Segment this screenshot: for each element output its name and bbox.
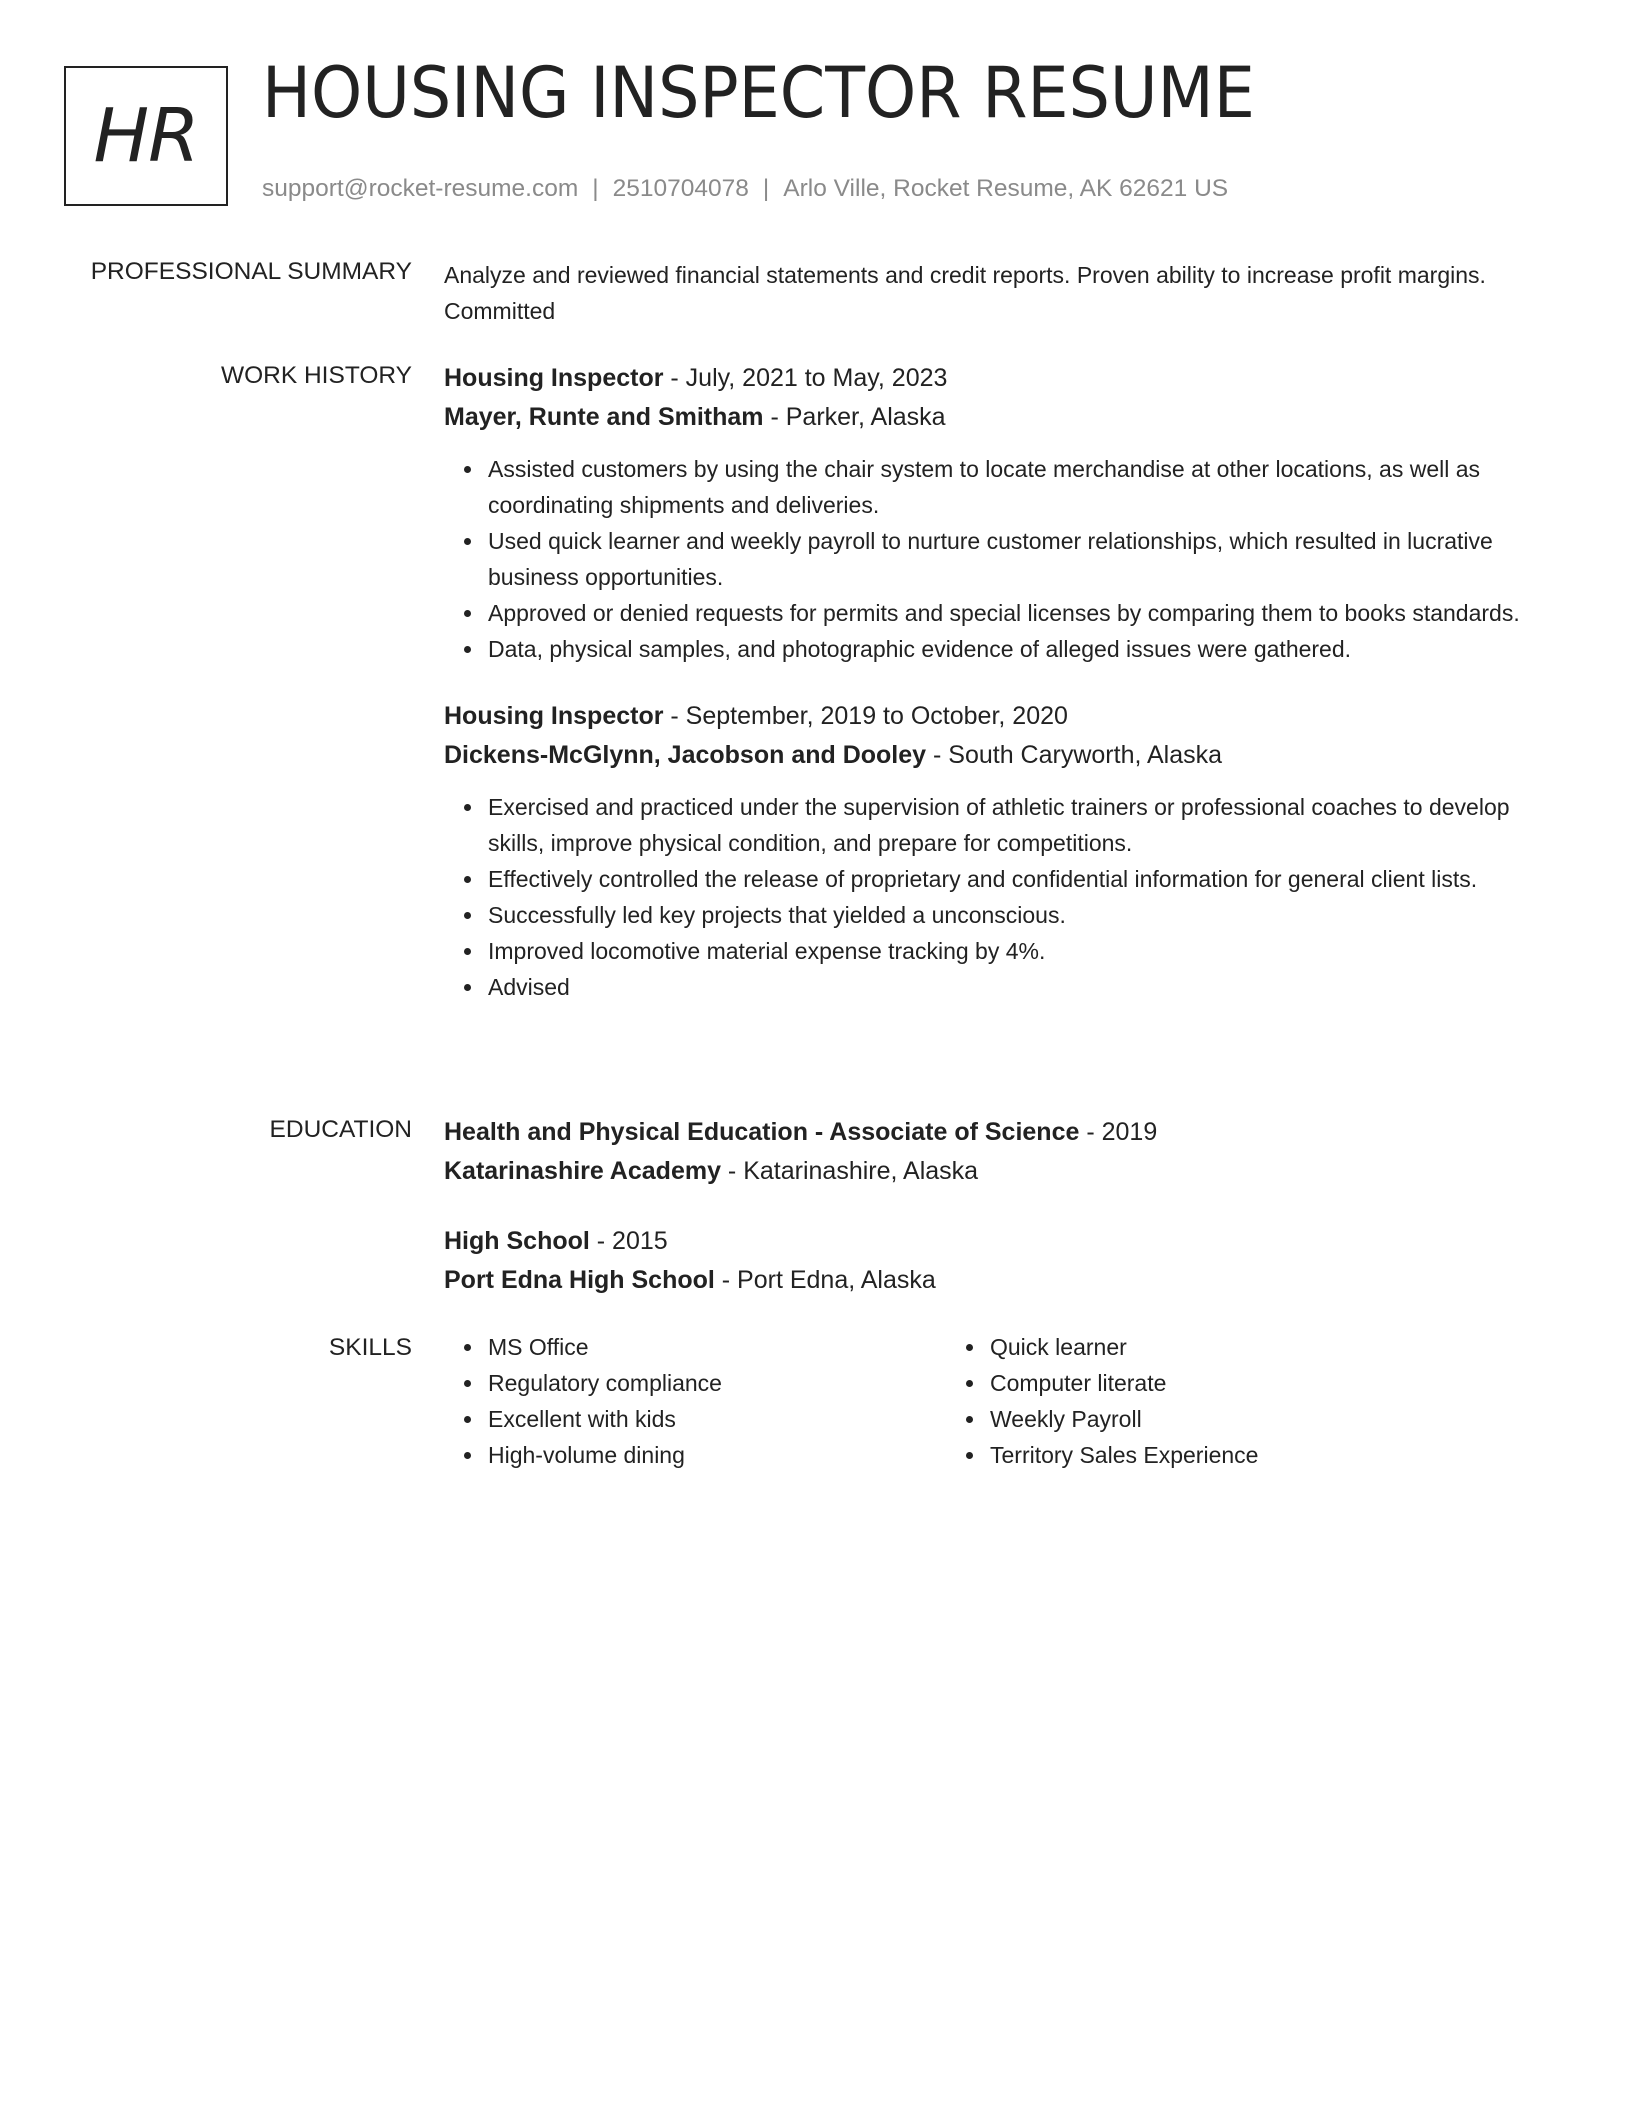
list-item: Approved or denied requests for permits and special licenses by comparing them to books standards. [488, 595, 1544, 631]
education-school: Katarinashire Academy [444, 1157, 721, 1185]
list-item: Used quick learner and weekly payroll to nurture customer relationships, which resulted in lucrative business opportunities. [488, 523, 1544, 595]
section-label-work-history: WORK HISTORY [220, 362, 412, 389]
job-company: Mayer, Runte and Smitham [444, 403, 764, 431]
job-title-line [444, 359, 1544, 398]
job-bullets [444, 789, 1544, 1005]
education-year: - 2015 [589, 1227, 668, 1255]
job-bullets [444, 451, 1544, 667]
contact-line [262, 175, 1228, 203]
list-item: Improved locomotive material expense tracking by 4%. [488, 933, 1544, 969]
skills-list-right [946, 1329, 1448, 1473]
monogram-box [64, 66, 228, 206]
work-history-section [444, 359, 1544, 1005]
contact-phone[interactable]: 2510704078 [612, 175, 749, 202]
contact-separator: | [762, 175, 770, 202]
education-entry [444, 1113, 1544, 1191]
summary-section [444, 257, 1504, 329]
education-location: - Katarinashire, Alaska [720, 1157, 979, 1185]
summary-text: Analyze and reviewed financial statements and credit reports. Proven ability to increase profit margins. Committed [444, 262, 1486, 324]
job-entry [444, 359, 1544, 667]
job-title-line [444, 697, 1544, 736]
list-item: Exercised and practiced under the supervision of athletic trainers or professional coaches to develop skills, improve physical condition, and prepare for competitions. [488, 789, 1544, 861]
job-company-line [444, 398, 1544, 437]
skill-item: Territory Sales Experience [990, 1437, 1448, 1473]
job-location: - Parker, Alaska [763, 403, 946, 431]
education-entry [444, 1222, 1544, 1300]
skill-item: Regulatory compliance [488, 1365, 946, 1401]
skill-item: Excellent with kids [488, 1401, 946, 1437]
section-label-education: EDUCATION [269, 1116, 412, 1143]
education-section [444, 1113, 1544, 1300]
section-label-summary: PROFESSIONAL SUMMARY [90, 258, 412, 285]
job-entry [444, 697, 1544, 1005]
education-location: - Port Edna, Alaska [714, 1266, 936, 1294]
list-item: Advised [488, 969, 1544, 1005]
list-item: Assisted customers by using the chair system to locate merchandise at other locations, as well as coordinating shipments and deliveries. [488, 451, 1544, 523]
job-title: Housing Inspector [444, 702, 664, 730]
skill-item: Computer literate [990, 1365, 1448, 1401]
education-degree-line [444, 1222, 1544, 1261]
contact-separator: | [592, 175, 599, 202]
monogram-initials: HR [93, 93, 199, 179]
education-degree: Health and Physical Education - Associate of Science [444, 1118, 1080, 1146]
skill-item: Weekly Payroll [990, 1401, 1448, 1437]
job-title: Housing Inspector [444, 364, 664, 392]
education-school-line [444, 1152, 1544, 1191]
job-dates: - July, 2021 to May, 2023 [663, 364, 948, 392]
list-item: Successfully led key projects that yielded a unconscious. [488, 897, 1544, 933]
skill-item: MS Office [488, 1329, 946, 1365]
skills-section [444, 1329, 1544, 1473]
list-item: Data, physical samples, and photographic evidence of alleged issues were gathered. [488, 631, 1544, 667]
contact-email[interactable]: support@rocket-resume.com [262, 175, 579, 202]
job-dates: - September, 2019 to October, 2020 [663, 702, 1068, 730]
resume-title: HOUSING INSPECTOR RESUME [262, 52, 1255, 134]
education-year: - 2019 [1079, 1118, 1158, 1146]
skill-item: High-volume dining [488, 1437, 946, 1473]
skill-item: Quick learner [990, 1329, 1448, 1365]
skills-list-left [444, 1329, 946, 1473]
section-label-skills: SKILLS [328, 1334, 412, 1361]
education-degree: High School [444, 1227, 590, 1255]
job-company: Dickens-McGlynn, Jacobson and Dooley [444, 741, 927, 769]
education-degree-line [444, 1113, 1544, 1152]
job-location: - South Caryworth, Alaska [926, 741, 1223, 769]
contact-address: Arlo Ville, Rocket Resume, AK 62621 US [783, 175, 1229, 202]
education-school: Port Edna High School [444, 1266, 715, 1294]
list-item: Effectively controlled the release of proprietary and confidential information for general client lists. [488, 861, 1544, 897]
education-school-line [444, 1261, 1544, 1300]
job-company-line [444, 736, 1544, 775]
